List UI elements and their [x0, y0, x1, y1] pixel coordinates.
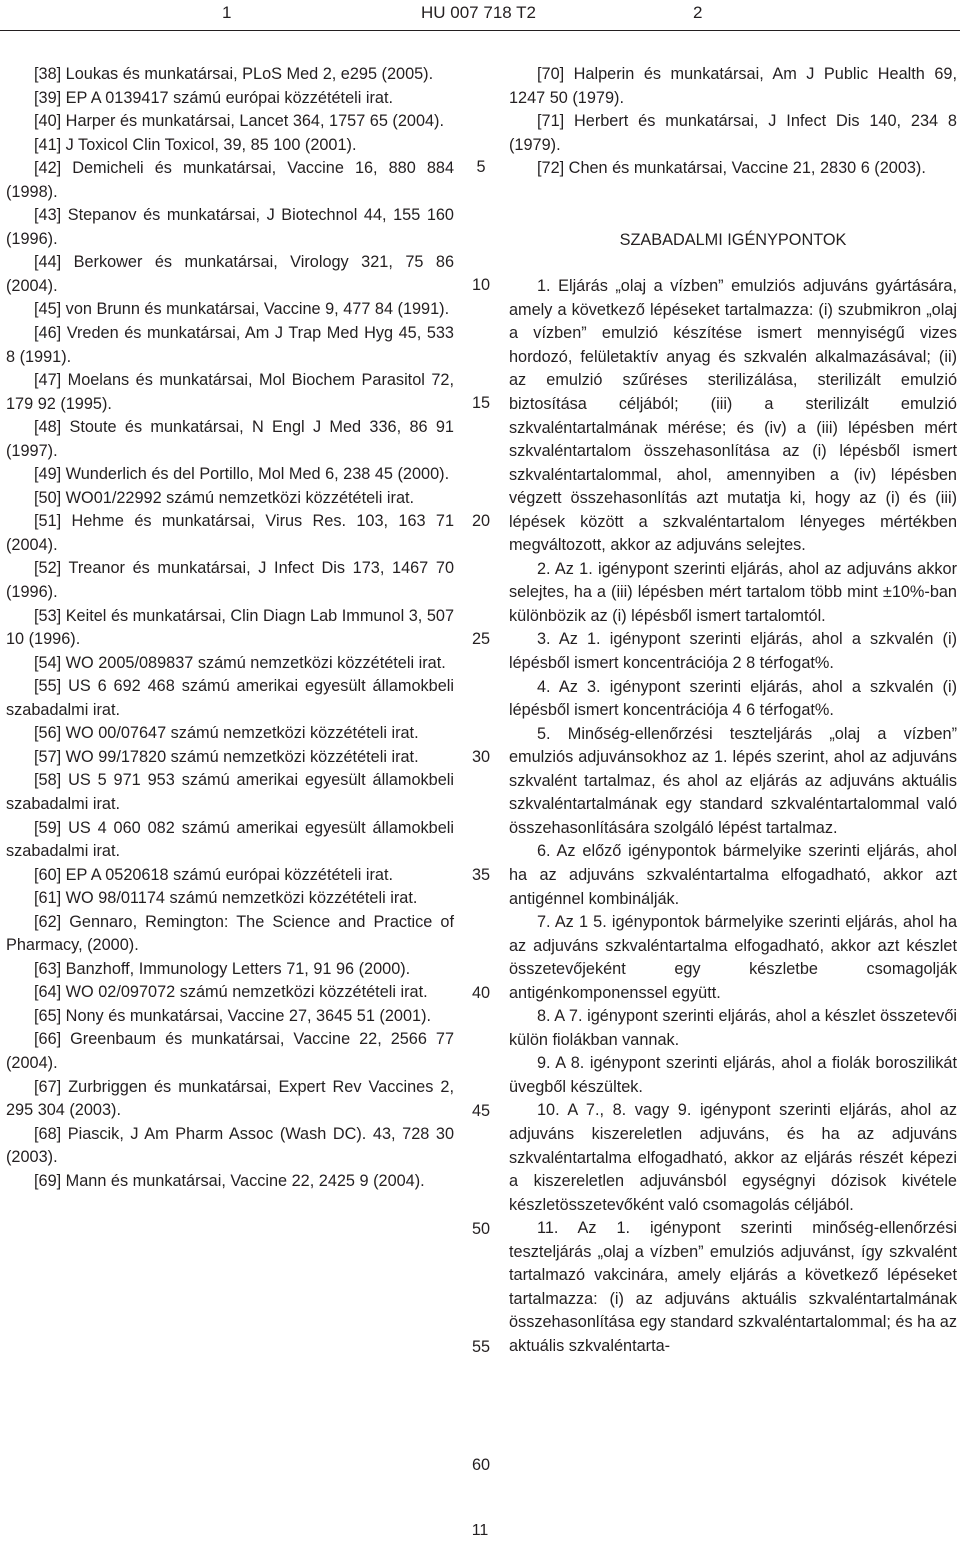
line-number: 5 [476, 158, 486, 176]
reference-56: [56] WO 00/07647 számú nemzetközi közzétételi irat. [34, 724, 419, 743]
reference-58: [58] US 5 971 953 számú amerikai egyesült államokbeli szabadalmi irat. [6, 771, 454, 813]
claims-section-title: SZABADALMI IGÉNYPONTOK [619, 230, 847, 249]
claim-1: 1. Eljárás „olaj a vízben” emulziós adjuváns gyártására, amely a következő lépéseket tartalmazza: (i) szubmikron „olaj a vízben” emulzió készítése ismert mennyiségű vizes hordozó, felületaktív anyag és szkvalén alkalmazásával; (ii) az emulzió szűréses sterilizálása, sterilizált emulzió biztosítása céljából; (iii) a sterilizált emulzió szkvaléntartalmának mérése; és (iv) a (iii) lépésben mért szkvaléntartalom összehasonlítása az (i) lépésből ismert szkvaléntartalommal, ahol, amennyiben a (iv) lépésben végzett összehasonlítás azt mutatja ki, hogy az (i) és (iii) lépések között a szkvaléntartalom lényeges mértékben megváltozott, akkor az adjuváns selejtes. [509, 277, 957, 555]
reference-57: [57] WO 99/17820 számú nemzetközi közzétételi irat. [34, 747, 419, 766]
reference-70: [70] Halperin és munkatársai, Am J Public Health 69, 1247 50 (1979). [509, 65, 957, 107]
header-rule [0, 30, 960, 31]
reference-52: [52] Treanor és munkatársai, J Infect Dis 173, 1467 70 (1996). [6, 559, 454, 602]
reference-60: [60] EP A 0520618 számú európai közzétételi irat. [34, 865, 394, 884]
reference-45: [45] von Brunn és munkatársai, Vaccine 9, 477 84 (1991). [34, 300, 450, 319]
reference-50: [50] WO01/22992 számú nemzetközi közzétételi irat. [34, 488, 415, 507]
reference-72: [72] Chen és munkatársai, Vaccine 21, 2830 6 (2003). [537, 159, 926, 178]
claim-2: 2. Az 1. igénypont szerinti eljárás, ahol az adjuváns akkor selejtes, ha a (iii) lépésben mért tartalom több mint ±10%-ban különbözik az (i) lépésből ismert tartalomtól. [509, 559, 957, 625]
line-number: 30 [471, 748, 491, 766]
reference-64: [64] WO 02/097072 számú nemzetközi közzétételi irat. [34, 983, 428, 1002]
line-number: 60 [471, 1456, 491, 1474]
reference-54: [54] WO 2005/089837 számú nemzetközi közzétételi irat. [34, 653, 446, 672]
reference-53: [53] Keitel és munkatársai, Clin Diagn Lab Immunol 3, 507 10 (1996). [6, 606, 454, 649]
claim-4: 4. Az 3. igénypont szerinti eljárás, ahol a szkvalén (i) lépésből ismert koncentrációja 4 6 térfogat%. [509, 677, 957, 720]
page-footer-number: 11 [471, 1522, 489, 1539]
reference-43: [43] Stepanov és munkatársai, J Biotechnol 44, 155 160 (1996). [6, 206, 454, 248]
reference-49: [49] Wunderlich és del Portillo, Mol Med 6, 238 45 (2000). [34, 465, 450, 484]
line-number: 25 [471, 630, 491, 648]
reference-63: [63] Banzhoff, Immunology Letters 71, 91 96 (2000). [34, 959, 411, 978]
header-document-id: HU 007 718 T2 [421, 3, 536, 22]
page-header [0, 0, 960, 30]
claim-3: 3. Az 1. igénypont szerinti eljárás, ahol a szkvalén (i) lépésből ismert koncentrációja 2 8 térfogat%. [509, 630, 957, 673]
line-number: 55 [471, 1338, 491, 1356]
reference-46: [46] Vreden és munkatársai, Am J Trap Med Hyg 45, 533 8 (1991). [6, 324, 454, 366]
line-number: 20 [471, 512, 491, 530]
header-right-page-number: 2 [693, 3, 703, 22]
reference-55: [55] US 6 692 468 számú amerikai egyesült államokbeli szabadalmi irat. [6, 677, 454, 719]
line-number: 15 [471, 394, 491, 412]
reference-38: [38] Loukas és munkatársai, PLoS Med 2, e295 (2005). [34, 65, 434, 83]
claim-5: 5. Minőség-ellenőrzési teszteljárás „olaj a vízben” emulziós adjuvánsokhoz az 1. lépés szerint, ahol az adjuváns szkvalént tartalmaz, és ahol az eljárás az adjuváns aktuális szkvaléntartalmának egy standard szkvaléntartalommal való összehasonlítására szolgáló lépést tartalmaz. [509, 724, 957, 837]
reference-42: [42] Demicheli és munkatársai, Vaccine 16, 880 884 (1998). [6, 159, 454, 201]
reference-69: [69] Mann és munkatársai, Vaccine 22, 2425 9 (2004). [34, 1171, 425, 1190]
reference-40: [40] Harper és munkatársai, Lancet 364, 1757 65 (2004). [34, 112, 444, 131]
claim-10: 10. A 7., 8. vagy 9. igénypont szerinti eljárás, ahol az adjuváns kiszereletlen adjuváns, és ha az adjuváns szkvaléntartalma elfogadható, akkor az eljárás részét képezi a kiszereletlen adjuvánsból egységnyi dózisok kivétele készletösszetevőként való csomagolás céljából. [509, 1101, 957, 1214]
claim-11: 11. Az 1. igénypont szerinti minőség-ellenőrzési teszteljárás „olaj a vízben” emulziós adjuvánst, így szkvalént tartalmazó vakcinára, amely eljárás a következő lépéseket tartalmazza: (i) az adjuváns aktuális szkvaléntartalmának összehasonlítása egy standard szkvaléntartalommal; és ha az aktuális szkvaléntarta- [509, 1219, 957, 1355]
line-number: 50 [471, 1220, 491, 1238]
line-number: 40 [471, 984, 491, 1002]
reference-61: [61] WO 98/01174 számú nemzetközi közzétételi irat. [34, 889, 418, 908]
reference-41: [41] J Toxicol Clin Toxicol, 39, 85 100 (2001). [34, 135, 357, 154]
claim-7: 7. Az 1 5. igénypontok bármelyike szerinti eljárás, ahol ha az adjuváns szkvaléntartalma elfogadható, akkor azt készlet összetevőjeként egy készletbe csomagolják antigénkomponenssel együtt. [509, 913, 957, 1002]
reference-59: [59] US 4 060 082 számú amerikai egyesült államokbeli szabadalmi irat. [6, 818, 454, 861]
reference-66: [66] Greenbaum és munkatársai, Vaccine 22, 2566 77 (2004). [6, 1030, 454, 1072]
reference-71: [71] Herbert és munkatársai, J Infect Dis 140, 234 8 (1979). [509, 112, 957, 154]
claim-6: 6. Az előző igénypontok bármelyike szerinti eljárás, ahol ha az adjuváns szkvaléntartalma elfogadható, akkor azt antigénnel kombinálják. [509, 842, 957, 908]
line-number: 35 [471, 866, 491, 884]
reference-47: [47] Moelans és munkatársai, Mol Biochem Parasitol 72, 179 92 (1995). [6, 371, 454, 413]
reference-51: [51] Hehme és munkatársai, Virus Res. 103, 163 71 (2004). [6, 512, 454, 554]
references-column-left [6, 63, 454, 1193]
reference-65: [65] Nony és munkatársai, Vaccine 27, 3645 51 (2001). [34, 1006, 432, 1025]
claim-8: 8. A 7. igénypont szerinti eljárás, ahol a készlet összetevői külön fiolákban vannak. [509, 1007, 957, 1049]
reference-44: [44] Berkower és munkatársai, Virology 321, 75 86 (2004). [6, 253, 454, 295]
reference-39: [39] EP A 0139417 számú európai közzétételi irat. [34, 88, 394, 107]
reference-48: [48] Stoute és munkatársai, N Engl J Med 336, 86 91 (1997). [6, 418, 454, 460]
claim-9: 9. A 8. igénypont szerinti eljárás, ahol a fiolák boroszilikát üvegből készültek. [509, 1054, 957, 1096]
reference-67: [67] Zurbriggen és munkatársai, Expert Rev Vaccines 2, 295 304 (2003). [6, 1077, 454, 1120]
references-and-claims-column-right [509, 63, 957, 1358]
reference-62: [62] Gennaro, Remington: The Science and Practice of Pharmacy, (2000). [6, 912, 454, 955]
line-number: 10 [471, 276, 491, 294]
header-left-page-number: 1 [222, 3, 232, 22]
line-number: 45 [471, 1102, 491, 1120]
reference-68: [68] Piascik, J Am Pharm Assoc (Wash DC). 43, 728 30 (2003). [6, 1124, 454, 1167]
